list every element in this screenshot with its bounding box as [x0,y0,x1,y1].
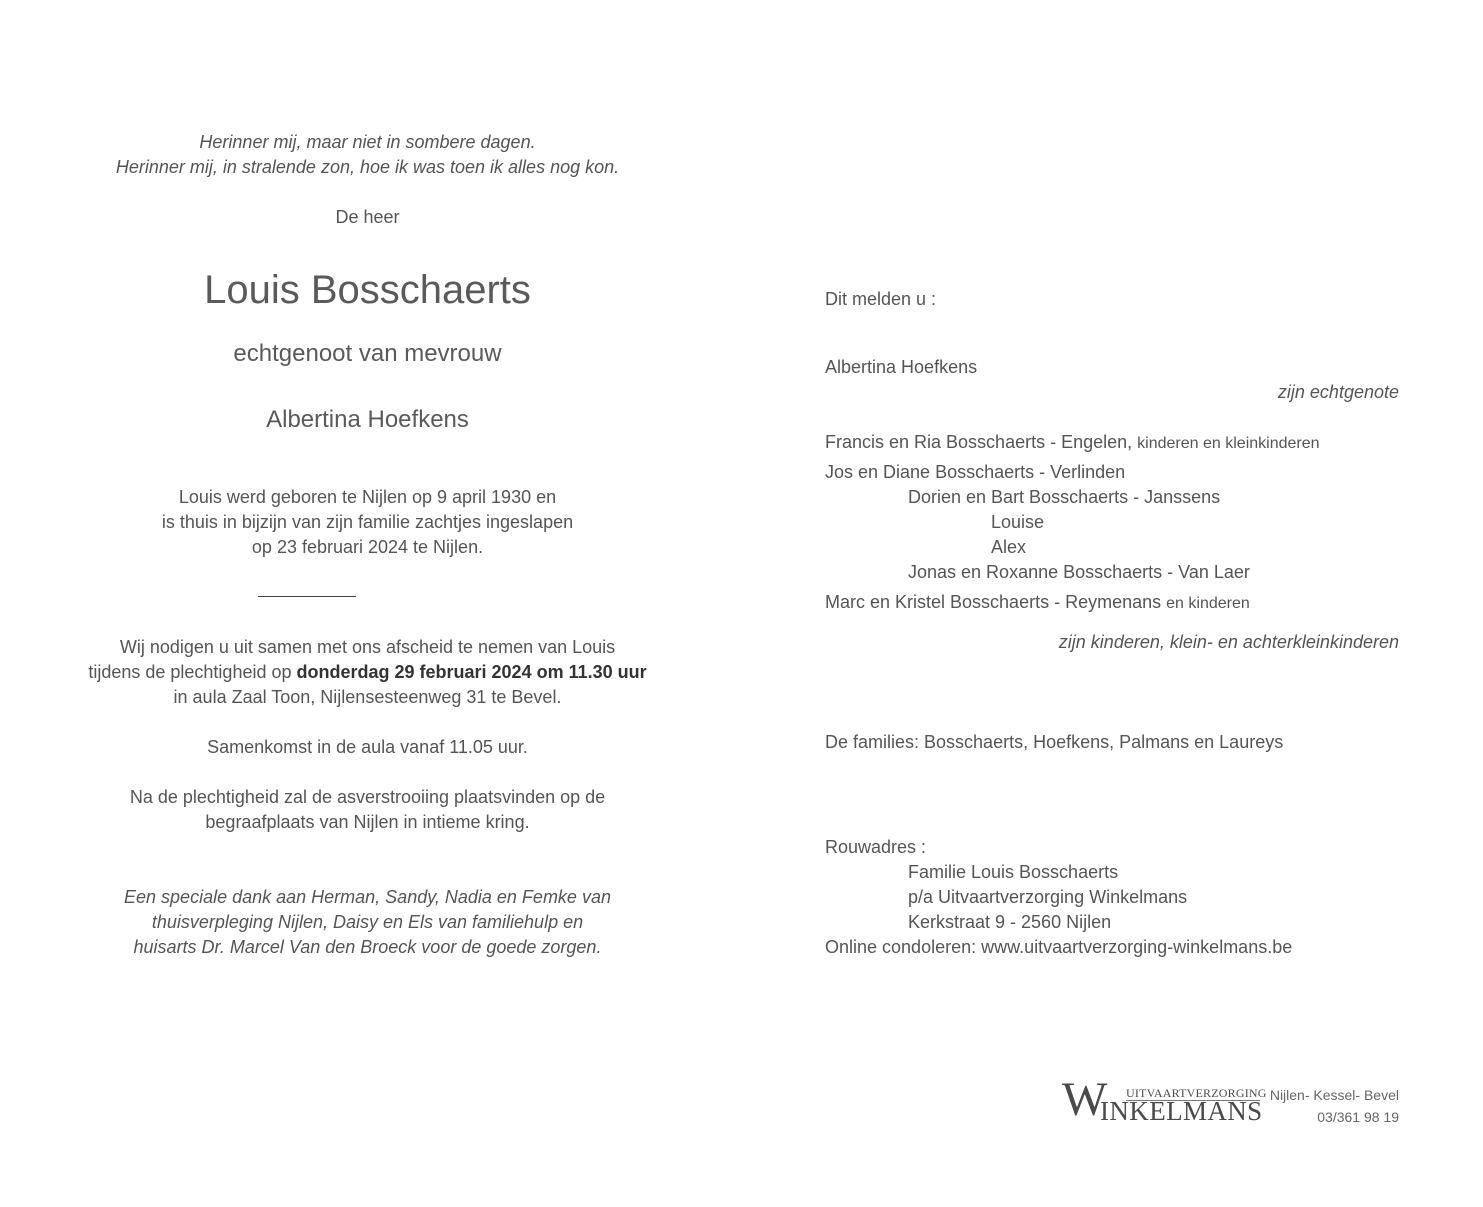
logo-top-text: UITVAARTVERZORGING [1126,1086,1267,1100]
child-francis-name: Francis en Ria Bosschaerts - Engelen, [825,432,1133,452]
address-line-2: p/a Uitvaartverzorging Winkelmans [908,887,1188,907]
child-marc [825,590,1250,616]
left-column [60,0,675,1207]
child-francis-note: kinderen en kleinkinderen [1137,435,1320,452]
relation-line: echtgenoot van mevrouw [233,340,502,367]
address-label: Rouwadres : [825,837,927,857]
birth-death-line-2: is thuis in bijzijn van zijn familie zachtjes ingeslapen [161,512,574,532]
invite-line-1: Wij nodigen u uit samen met ons afscheid te nemen van Louis [119,637,616,657]
gathering-line: Samenkomst in de aula vanaf 11.05 uur. [207,737,528,757]
invite-line-2 [60,660,675,685]
invite-line-2-prefix: tijdens de plechtigheid op [88,662,297,682]
footer-phone: 03/361 98 19 [1317,1109,1399,1125]
grandchild-jonas: Jonas en Roxanne Bosschaerts - Van Laer [908,562,1250,582]
address-line-1: Familie Louis Bosschaerts [908,862,1119,882]
scattering-line-1: Na de plechtigheid zal de asverstrooiing plaatsvinden op de [129,787,606,807]
ceremony-date: donderdag 29 februari 2024 om 11.30 uur [296,662,647,682]
address-line-3: Kerkstraat 9 - 2560 Nijlen [908,912,1112,932]
spouse-entry: Albertina Hoefkens [825,357,978,377]
spouse-name: Albertina Hoefkens [266,406,469,433]
thanks-line-3: huisarts Dr. Marcel Van den Broeck voor de goede zorgen. [133,937,602,957]
birth-death-line-3: op 23 februari 2024 te Nijlen. [251,537,484,557]
great-grandchild-alex: Alex [991,537,1027,557]
footer-locations: Nijlen- Kessel- Bevel [1269,1087,1399,1103]
children-role: zijn kinderen, klein- en achterkleinkinderen [1058,632,1399,652]
logo-bottom-text: INKELMANS [1100,1096,1263,1126]
child-marc-name: Marc en Kristel Bosschaerts - Reymenans [825,592,1162,612]
logo-initial: W [1062,1073,1108,1126]
child-francis [825,430,1320,456]
child-marc-note: en kinderen [1166,595,1250,612]
scattering-line-2: begraafplaats van Nijlen in intieme kring. [205,812,530,832]
divider-line [258,596,356,597]
online-condolence: Online condoleren: www.uitvaartverzorging-winkelmans.be [825,937,1293,957]
thanks-line-1: Een speciale dank aan Herman, Sandy, Nadia en Femke van [124,887,611,907]
grandchild-dorien: Dorien en Bart Bosschaerts - Janssens [908,487,1221,507]
thanks-line-2: thuisverpleging Nijlen, Daisy en Els van familiehulp en [151,912,584,932]
title-prefix: De heer [335,207,400,227]
families-line: De families: Bosschaerts, Hoefkens, Palmans en Laureys [825,732,1284,752]
child-jos: Jos en Diane Bosschaerts - Verlinden [825,462,1126,482]
funeral-home-logo [1062,1073,1267,1126]
poem-line-1: Herinner mij, maar niet in sombere dagen. [199,132,536,152]
deceased-name: Louis Bosschaerts [204,268,531,312]
spouse-role: zijn echtgenote [1277,382,1399,402]
intro-line: Dit melden u : [825,289,937,309]
invite-line-3: in aula Zaal Toon, Nijlensesteenweg 31 te Bevel. [173,687,562,707]
poem-line-2: Herinner mij, in stralende zon, hoe ik was toen ik alles nog kon. [115,157,620,177]
great-grandchild-louise: Louise [991,512,1045,532]
birth-death-line-1: Louis werd geboren te Nijlen op 9 april 1930 en [178,487,557,507]
